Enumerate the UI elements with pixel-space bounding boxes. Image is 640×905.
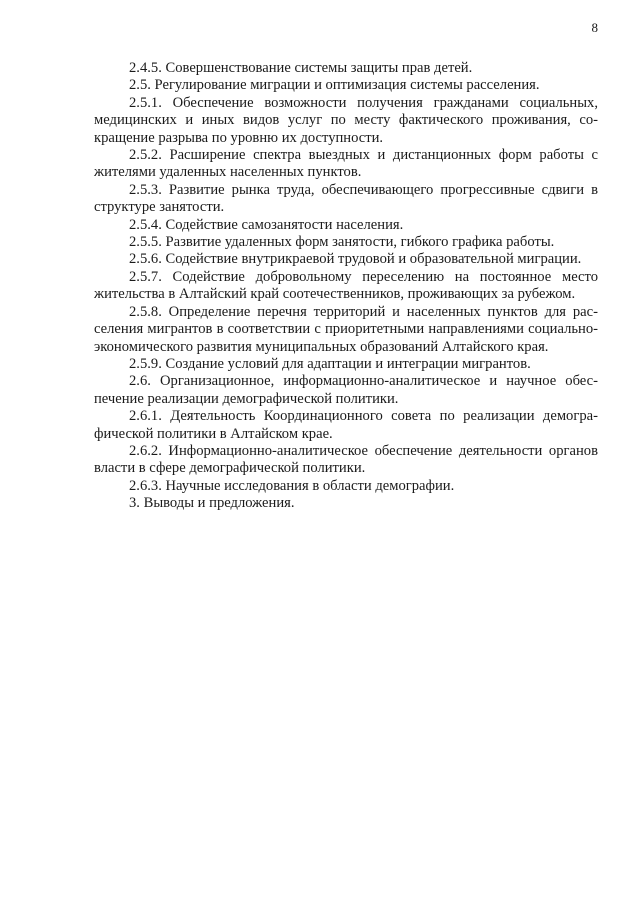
paragraph-2-6-1: 2.6.1. Деятельность Координационного совета по реализации демографической политики в Алтайском крае. [94,408,598,442]
paragraph-2-5: 2.5. Регулирование миграции и оптимизация системы расселения. [129,77,540,94]
paragraph-2-5-7: 2.5.7. Содействие добровольному переселению на постоянное место жительства в Алтайский край соотечественников, проживающих за рубежом. [94,268,598,303]
paragraph-2-6: 2.6. Организационное, информационно-аналитическое и научное обеспечение реализации демографической политики. [94,373,598,407]
paragraph-2-5-4: 2.5.4. Содействие самозанятости населения. [129,216,404,233]
paragraph-3: 3. Выводы и предложения. [129,495,295,512]
paragraph-2-5-6: 2.5.6. Содействие внутрикраевой трудовой и образовательной миграции. [129,251,582,268]
paragraph-2-6-2: 2.6.2. Информационно-аналитическое обеспечение деятельности органов власти в сфере демографической политики. [94,442,598,477]
paragraph-2-4-5: 2.4.5. Совершенствование системы защиты прав детей. [129,60,473,76]
paragraph-2-5-3: 2.5.3. Развитие рынка труда, обеспечивающего прогрессивные сдвиги в структуре занятости. [94,181,598,216]
paragraph-2-5-5: 2.5.5. Развитие удаленных форм занятости, гибкого графика работы. [129,234,555,251]
paragraph-2-6-3: 2.6.3. Научные исследования в области демографии. [129,477,455,494]
document-body [94,60,598,513]
paragraph-2-5-8: 2.5.8. Определение перечня территорий и населенных пунктов для расселения мигрантов в соответствии с приоритетными направлениями социально-экономического развития муниципальных образований Алтайского края. [94,303,598,355]
paragraph-2-5-2: 2.5.2. Расширение спектра выездных и дистанционных форм работы с жителями удаленных населенных пунктов. [94,147,598,181]
paragraph-2-5-9: 2.5.9. Создание условий для адаптации и интеграции мигрантов. [129,355,531,372]
paragraph-2-5-1: 2.5.1. Обеспечение возможности получения гражданами социальных, медицинских и иных видов услуг по месту фактического проживания, сокращение разрыва по уровню их доступности. [94,94,598,146]
page-number: 8 [591,20,598,35]
